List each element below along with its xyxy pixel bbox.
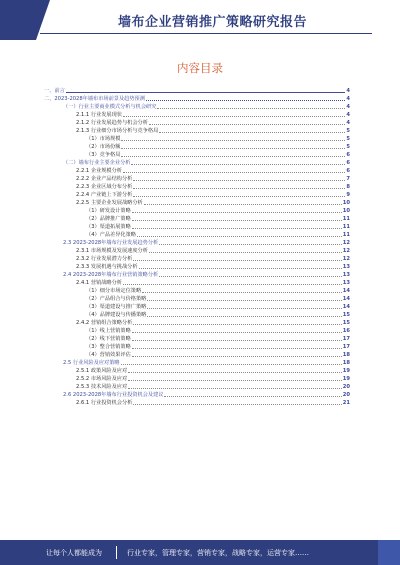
toc-entry-title: 2.2.2 企业产品结构分析 <box>76 176 133 182</box>
toc-entry-title: 2.3.1 市场规模及发展速度分析 <box>76 248 148 254</box>
toc-page-number: 10 <box>342 200 350 206</box>
toc-entry[interactable] <box>76 254 350 262</box>
toc-page-number: 10 <box>342 208 350 214</box>
toc-leader-dots <box>128 380 342 381</box>
toc-page-number: 17 <box>342 336 350 342</box>
toc-entry[interactable] <box>86 230 350 238</box>
toc-entry-title: （1）研发设计策略 <box>86 208 131 214</box>
toc-leader-dots <box>159 244 342 245</box>
toc-page-number: 4 <box>346 112 350 118</box>
toc-page-number: 19 <box>342 368 350 374</box>
toc-leader-dots <box>123 284 342 285</box>
toc-entry-title: （1）线上营销策略 <box>86 328 131 334</box>
toc-entry-title: 2.1.2 行业发展趋势与机会分析 <box>76 120 148 126</box>
toc-entry-title: （1）市场规模 <box>86 136 121 142</box>
toc-page-number: 7 <box>346 176 350 182</box>
toc-leader-dots <box>147 300 341 301</box>
toc-entry[interactable] <box>63 390 350 398</box>
toc-entry[interactable] <box>76 126 350 134</box>
toc-entry-title: （3）竞争格局 <box>86 152 121 158</box>
header-divider <box>40 33 372 34</box>
toc-entry[interactable] <box>86 222 350 230</box>
toc-entry[interactable] <box>86 334 350 342</box>
toc-entry[interactable] <box>76 182 350 190</box>
toc-entry-title: 2.6 2023-2028年墙布行业投资机会及建议 <box>63 392 164 398</box>
toc-entry-title: 2.2.3 企业区域分布分析 <box>76 184 133 190</box>
toc-entry-title: 2.6.1 行业投资机会分析 <box>76 400 133 406</box>
toc-entry[interactable] <box>76 278 350 286</box>
toc-page-number: 12 <box>342 256 350 262</box>
toc-entry[interactable] <box>86 302 350 310</box>
toc-entry[interactable] <box>86 286 350 294</box>
toc-leader-dots <box>132 340 342 341</box>
toc-leader-dots <box>132 228 342 229</box>
toc-entry[interactable] <box>86 142 350 150</box>
toc-leader-dots <box>132 356 342 357</box>
toc-page-number: 14 <box>342 288 350 294</box>
toc-page-number: 20 <box>342 384 350 390</box>
toc-page-number: 4 <box>346 120 350 126</box>
toc-entry-title: 2.4 2023-2028年墙布行业营销策略分析 <box>63 272 159 278</box>
toc-page-number: 14 <box>342 304 350 310</box>
toc-entry-title: （3）整合营销策略 <box>86 344 131 350</box>
toc-leader-dots <box>133 324 341 325</box>
toc-leader-dots <box>121 140 345 141</box>
toc-entry-title: （4）品牌建设与传播策略 <box>86 312 147 318</box>
toc-entry-title: 2.5.2 市场风险及应对 <box>76 376 128 382</box>
toc-entry[interactable] <box>76 190 350 198</box>
toc-entry-title: （1）细分市场定位策略 <box>86 288 142 294</box>
toc-entry[interactable] <box>86 350 350 358</box>
toc-leader-dots <box>147 308 341 309</box>
toc-leader-dots <box>121 156 345 157</box>
toc-leader-dots <box>133 188 345 189</box>
toc-page-number: 6 <box>346 152 350 158</box>
toc-page-number: 18 <box>342 352 350 358</box>
toc-leader-dots <box>121 364 342 365</box>
toc-page-number: 16 <box>342 328 350 334</box>
footer-accent-block <box>378 540 400 565</box>
toc-leader-dots <box>137 236 342 237</box>
toc-entry[interactable] <box>76 366 350 374</box>
toc-entry[interactable] <box>86 342 350 350</box>
toc-page-number: 15 <box>342 320 350 326</box>
toc-entry[interactable] <box>86 294 350 302</box>
toc-leader-dots <box>164 396 341 397</box>
toc-entry[interactable] <box>76 246 350 254</box>
toc-entry[interactable] <box>76 382 350 390</box>
toc-leader-dots <box>121 148 345 149</box>
toc-leader-dots <box>133 196 345 197</box>
toc-entry[interactable] <box>63 158 350 166</box>
toc-page-number: 21 <box>342 400 350 406</box>
toc-entry[interactable] <box>76 198 350 206</box>
toc-entry-title: （4）产品差异化策略 <box>86 232 136 238</box>
toc-entry[interactable] <box>86 206 350 214</box>
toc-entry[interactable] <box>76 262 350 270</box>
toc-entry-title: 2.3 2023-2028年墙布行业发展趋势分析 <box>63 240 159 246</box>
toc-page-number: 13 <box>342 280 350 286</box>
toc-entry-title: （2）线下营销策略 <box>86 336 131 342</box>
toc-entry-title: （2）产品组合与价格策略 <box>86 296 147 302</box>
toc-leader-dots <box>132 220 342 221</box>
toc-entry[interactable] <box>63 238 350 246</box>
toc-entry[interactable] <box>76 398 350 406</box>
toc-page-number: 5 <box>346 144 350 150</box>
toc-leader-dots <box>123 172 345 173</box>
toc-page-number: 12 <box>342 248 350 254</box>
toc-page-number: 4 <box>346 96 350 102</box>
toc-page-number: 4 <box>346 88 350 94</box>
toc-entry-title: 2.4.2 营销组合策略分析 <box>76 320 133 326</box>
toc-entry-title: 2.4.1 营销战略分析 <box>76 280 122 286</box>
toc-entry[interactable] <box>76 118 350 126</box>
toc-page-number: 19 <box>342 376 350 382</box>
toc-entry-title: 二、2023-2028年墙布市场前景及趋势预测 <box>44 96 145 102</box>
toc-page-number: 6 <box>346 168 350 174</box>
toc-entry-title: （2）市场份额 <box>86 144 121 150</box>
toc-entry-title: （3）渠道建设与推广策略 <box>86 304 147 310</box>
toc-leader-dots <box>128 388 342 389</box>
toc-leader-dots <box>157 108 345 109</box>
toc-entry-title: （2）品牌推广策略 <box>86 216 131 222</box>
toc-leader-dots <box>66 92 346 93</box>
toc-entry[interactable] <box>63 270 350 278</box>
toc-entry-title: （一）行业主要商业模式分析与机会研究 <box>63 104 157 110</box>
toc-entry[interactable] <box>86 134 350 142</box>
toc-page-number: 18 <box>342 360 350 366</box>
toc-page-number: 14 <box>342 296 350 302</box>
toc-entry-title: （3）渠道拓展策略 <box>86 224 131 230</box>
toc-leader-dots <box>149 252 342 253</box>
page-header <box>0 0 400 40</box>
toc-page-number: 15 <box>342 312 350 318</box>
toc-entry-title: 2.5 行业风险及应对策略 <box>63 360 120 366</box>
toc-entry[interactable] <box>76 166 350 174</box>
toc-entry[interactable] <box>76 374 350 382</box>
footer-tagline: 行业专家，管理专家，营销专家，战略专家，运营专家…… <box>127 549 309 557</box>
toc-page-number: 12 <box>342 240 350 246</box>
toc-leader-dots <box>144 204 342 205</box>
toc-leader-dots <box>146 100 345 101</box>
toc-entry[interactable] <box>76 318 350 326</box>
toc-entry-title: 2.2.5 主要企业发展战略分析 <box>76 200 143 206</box>
toc-leader-dots <box>147 316 341 317</box>
toc-entry[interactable] <box>86 326 350 334</box>
toc-page-number: 11 <box>342 232 350 238</box>
toc-page-number: 11 <box>342 224 350 230</box>
header-accent-block <box>0 0 36 40</box>
toc-leader-dots <box>131 164 345 165</box>
page-footer <box>0 540 400 565</box>
toc-leader-dots <box>142 292 342 293</box>
toc-page-number: 17 <box>342 344 350 350</box>
toc-entry[interactable] <box>44 86 350 94</box>
toc-page-number: 5 <box>346 136 350 142</box>
toc-entry-title: 2.3.2 行业发展潜力分析 <box>76 256 133 262</box>
toc-entry-title: 2.5.3 技术风险及应对 <box>76 384 128 390</box>
toc-entry[interactable] <box>86 214 350 222</box>
toc-leader-dots <box>133 404 341 405</box>
report-title: 墙布企业营销推广策略研究报告 <box>118 15 308 30</box>
toc-entry[interactable] <box>63 358 350 366</box>
toc-entry-title: 2.1.3 行业细分市场分析与竞争格局 <box>76 128 159 134</box>
toc-leader-dots <box>132 348 342 349</box>
toc-page-number: 8 <box>346 184 350 190</box>
toc-entry-title: 一、前言 <box>44 88 65 94</box>
toc-leader-dots <box>149 124 345 125</box>
toc-page-number: 5 <box>346 128 350 134</box>
toc-entry[interactable] <box>63 102 350 110</box>
toc-leader-dots <box>128 372 342 373</box>
toc-page-number: 13 <box>342 272 350 278</box>
footer-slogan: 让每个人都能成为 <box>46 549 102 557</box>
toc-leader-dots <box>132 212 342 213</box>
toc-leader-dots <box>133 260 341 261</box>
toc-leader-dots <box>139 268 342 269</box>
toc-entry[interactable] <box>44 94 350 102</box>
toc-entry-title: 2.1.1 行业发展现状 <box>76 112 122 118</box>
toc-entry-title: 2.2.1 企业规模分析 <box>76 168 122 174</box>
toc-entry-title: 2.3.3 发展机遇与挑战分析 <box>76 264 138 270</box>
toc-entry[interactable] <box>76 110 350 118</box>
toc-page-number: 11 <box>342 216 350 222</box>
toc-page-number: 4 <box>346 104 350 110</box>
toc-page-number: 13 <box>342 264 350 270</box>
toc-entry[interactable] <box>76 174 350 182</box>
toc-leader-dots <box>159 132 345 133</box>
toc-leader-dots <box>123 116 345 117</box>
toc-page-number: 20 <box>342 392 350 398</box>
toc-leader-dots <box>133 180 345 181</box>
toc-entry-title: 2.5.1 政策风险及应对 <box>76 368 128 374</box>
toc-leader-dots <box>159 276 342 277</box>
toc-heading: 内容目录 <box>177 61 223 75</box>
toc-entry[interactable] <box>86 310 350 318</box>
toc-entry-title: （4）营销效果评估 <box>86 352 131 358</box>
toc-page-number: 9 <box>346 192 350 198</box>
toc-entry[interactable] <box>86 150 350 158</box>
footer-divider <box>116 546 117 559</box>
toc-entry-title: （二）墙布行业主要企业分析 <box>63 160 131 166</box>
toc-entry-title: 2.2.4 产业链上下游分析 <box>76 192 133 198</box>
toc-leader-dots <box>132 332 342 333</box>
toc-page-number: 6 <box>346 160 350 166</box>
